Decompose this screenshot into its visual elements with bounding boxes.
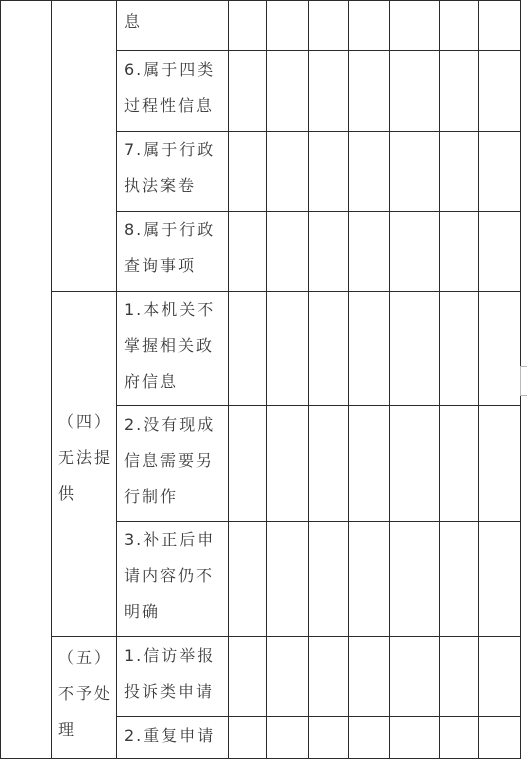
row-label-line: 3.补正后申 (124, 530, 216, 549)
group-divider (51, 636, 521, 637)
table-border-bottom (0, 758, 521, 759)
group-label-line: 无法提 (58, 448, 113, 467)
subcategory-column-divider (116, 0, 117, 759)
row-label-line: 执法案卷 (124, 176, 197, 195)
row-label-petition-complaint (124, 638, 215, 710)
value-column-divider-1 (228, 0, 229, 759)
row-label-line: 掌握相关政 (124, 336, 215, 355)
row-label-line: 府信息 (124, 372, 179, 391)
row-label-info-fragment (124, 4, 142, 40)
row-label-line: 2.重复申请 (124, 726, 216, 745)
row-label-not-held (124, 292, 215, 400)
row-label-line: 息 (124, 12, 143, 31)
row-label-line: 信息需要另 (124, 451, 215, 470)
row-label-line: 6.属于四类 (124, 60, 216, 79)
table-border-left (0, 0, 1, 759)
group-label-4 (58, 404, 112, 512)
row-label-still-unclear (124, 522, 215, 630)
row-divider (116, 405, 521, 406)
group-divider (51, 291, 521, 292)
value-column-divider-7 (478, 0, 479, 759)
row-label-line: 7.属于行政 (124, 140, 216, 159)
value-column-divider-5 (389, 0, 390, 759)
group-label-line: 不予处 (58, 684, 113, 703)
row-label-line: 1.本机关不 (124, 300, 216, 319)
row-label-line: 1.信访举报 (124, 646, 216, 665)
row-label-repeat-request (124, 718, 215, 754)
group-label-line: 理 (58, 720, 77, 739)
value-column-divider-4 (348, 0, 349, 759)
row-label-line: 过程性信息 (124, 96, 215, 115)
row-label-line: 查询事项 (124, 256, 197, 275)
group-label-5 (58, 640, 112, 748)
row-label-line: 行制作 (124, 487, 179, 506)
group-label-line: 供 (58, 484, 77, 503)
row-label-inquiry-matters (124, 212, 215, 284)
group-label-line: （四） (58, 412, 113, 431)
row-label-line: 明确 (124, 602, 161, 621)
category-column-divider (51, 0, 52, 759)
row-label-line: 投诉类申请 (124, 682, 215, 701)
value-column-divider-3 (308, 0, 309, 759)
group-label-line: （五） (58, 648, 113, 667)
row-label-line: 8.属于行政 (124, 220, 216, 239)
row-label-needs-creation (124, 407, 215, 515)
row-divider (116, 50, 521, 51)
row-label-process-information (124, 52, 215, 124)
row-label-line: 2.没有现成 (124, 415, 216, 434)
row-divider (116, 716, 521, 717)
page-edge-marker (520, 366, 527, 396)
table-border-top (0, 0, 521, 1)
row-label-enforcement-files (124, 132, 215, 204)
value-column-divider-6 (439, 0, 440, 759)
row-label-line: 请内容仍不 (124, 566, 215, 585)
value-column-divider-2 (266, 0, 267, 759)
